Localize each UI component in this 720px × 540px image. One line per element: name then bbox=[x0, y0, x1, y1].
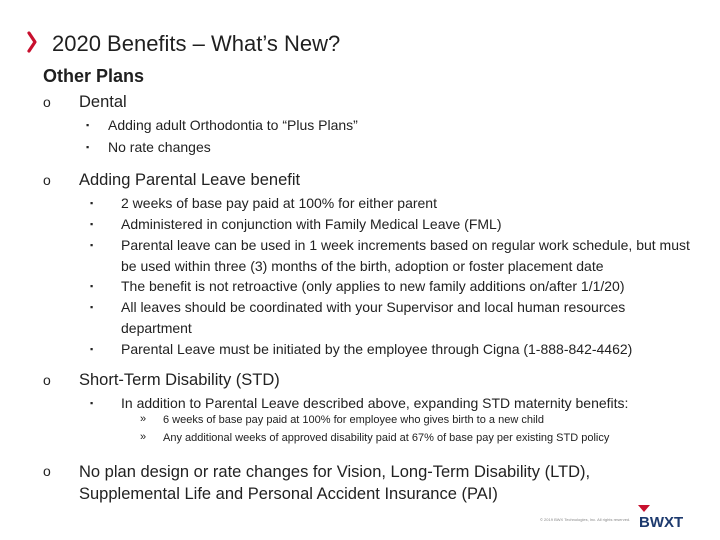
bullet-marker: o bbox=[43, 172, 51, 188]
page-title: 2020 Benefits – What’s New? bbox=[52, 31, 341, 56]
bwxt-logo bbox=[638, 505, 688, 531]
chevron-right-icon bbox=[22, 29, 42, 55]
list-item-label: Adding Parental Leave benefit bbox=[79, 171, 301, 189]
bullet-marker: » bbox=[140, 431, 147, 443]
bullet-marker: o bbox=[43, 463, 51, 479]
list-item-text: All leaves should be coordinated with your Supervisor and local human resources department bbox=[121, 299, 626, 336]
list-item-no-changes: No plan design or rate changes for Vision, Long-Term Disability (LTD), Supplemental Life and Personal Accident Insurance (PAI) bbox=[79, 463, 591, 503]
sub-list-item-text: 6 weeks of base pay paid at 100% for employee who gives birth to a new child bbox=[163, 414, 544, 426]
list-item-text: Administered in conjunction with Family Medical Leave (FML) bbox=[121, 216, 502, 232]
list-item-text: Adding adult Orthodontia to “Plus Plans” bbox=[108, 117, 358, 133]
bullet-marker: » bbox=[140, 413, 147, 425]
list-item-label: Short-Term Disability (STD) bbox=[79, 371, 280, 389]
list-item-label: Dental bbox=[79, 93, 127, 111]
bullet-marker: ▪ bbox=[90, 240, 94, 250]
list-item-text: 2 weeks of base pay paid at 100% for either parent bbox=[121, 195, 437, 211]
copyright-text: © 2019 BWX Technologies, Inc. All rights reserved. bbox=[540, 517, 631, 522]
bullet-marker: ▪ bbox=[90, 344, 94, 354]
sub-list-item-text: Any additional weeks of approved disability paid at 67% of base pay per existing STD policy bbox=[163, 432, 610, 444]
bullet-marker: o bbox=[43, 372, 51, 388]
list-item-text: The benefit is not retroactive (only applies to new family additions on/after 1/1/20) bbox=[121, 278, 625, 294]
bullet-marker: ▪ bbox=[90, 281, 94, 291]
list-item-text: Parental Leave must be initiated by the employee through Cigna (1-888-842-4462) bbox=[121, 341, 633, 357]
section-heading: Other Plans bbox=[43, 66, 145, 86]
bullet-marker: ▪ bbox=[86, 120, 90, 130]
bullet-marker: ▪ bbox=[90, 198, 94, 208]
logo-text: BWXT bbox=[639, 514, 684, 531]
list-item-text: Parental leave can be used in 1 week increments based on regular work schedule, but must be used within three (3) months of the birth, adoption or foster placement date bbox=[121, 237, 690, 274]
list-item-text: In addition to Parental Leave described above, expanding STD maternity benefits: bbox=[121, 395, 629, 411]
list-item-text: No rate changes bbox=[108, 139, 211, 155]
bullet-marker: o bbox=[43, 94, 51, 110]
bullet-marker: ▪ bbox=[90, 398, 94, 408]
bullet-marker: ▪ bbox=[86, 142, 90, 152]
bullet-marker: ▪ bbox=[90, 219, 94, 229]
bullet-marker: ▪ bbox=[90, 302, 94, 312]
